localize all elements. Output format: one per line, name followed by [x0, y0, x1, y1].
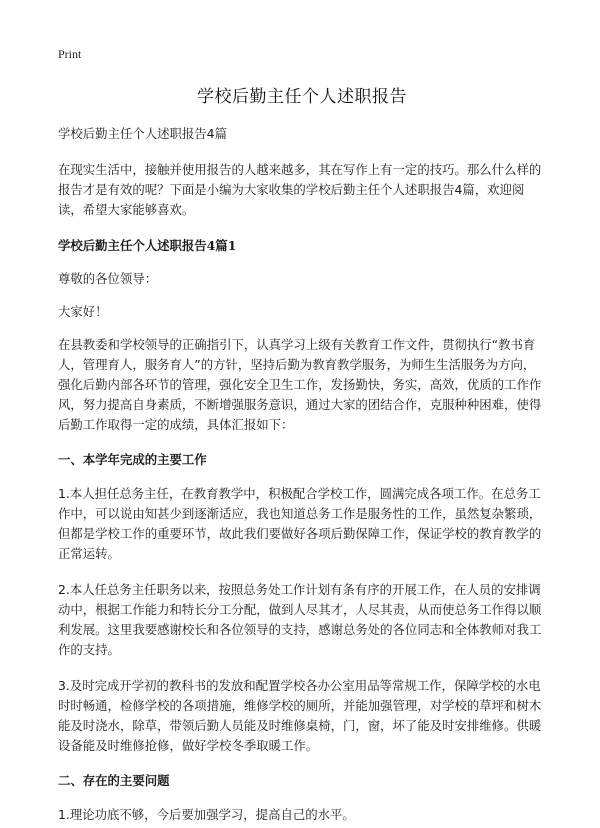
list-item: 3.及时完成开学初的教科书的发放和配置学校各办公室用品等常规工作，保障学校的水电时时畅通，检修学校的各项措施，维修学校的厕所，并能加强管理，对学校的草坪和树木能及时浇水，除草，带领后勤人员能及时维修桌椅，门，窗，坏了能及时安排维修。供暖设备能及时维修抢修，做好学校冬季取暖工作。 [58, 678, 542, 753]
list-item: 1.理论功底不够，今后要加强学习，提高自己的水平。 [58, 807, 355, 822]
document-body [58, 76, 546, 825]
section-heading: 二、存在的主要问题 [58, 773, 170, 788]
hello-line: 大家好！ [58, 304, 108, 319]
list-item: 1.本人担任总务主任，在教育教学中，积极配合学校工作，圆满完成各项工作。在总务工作中，可以说由知甚少到逐渐适应，我也知道总务工作是服务性的工作，虽然复杂繁琐，但都是学校工作的重要环节，故此我们要做好各项后勤保障工作，保证学校的教育教学的正常运转。 [58, 486, 542, 561]
intro-paragraph: 在现实生活中，接触并使用报告的人越来越多，其在写作上有一定的技巧。那么什么样的报告才是有效的呢？下面是小编为大家收集的学校后勤主任个人述职报告4篇，欢迎阅读，希望大家能够喜欢。 [58, 162, 542, 217]
greeting: 尊敬的各位领导： [58, 271, 158, 286]
list-item: 2.本人任总务主任职务以来，按照总务处工作计划有条有序的开展工作，在人员的安排调动中，根据工作能力和特长分工分配，做到人尽其才，人尽其责，从而使总务工作得以顺利发展。这里我要感谢校长和各位领导的支持，感谢总务处的各位同志和全体教师对我工作的支持。 [58, 582, 542, 657]
section-heading: 一、本学年完成的主要工作 [58, 452, 207, 467]
page-title: 学校后勤主任个人述职报告 [197, 87, 407, 107]
print-link[interactable]: Print [58, 47, 82, 61]
article-title: 学校后勤主任个人述职报告4篇1 [58, 238, 237, 253]
document-subtitle: 学校后勤主任个人述职报告4篇 [58, 126, 227, 141]
opening-paragraph: 在县教委和学校领导的正确指引下，认真学习上级有关教育工作文件，贯彻执行“教书育人，管理育人，服务育人”的方针，坚持后勤为教育教学服务，为师生生活服务为方向，强化后勤内部各环节的管理，强化安全卫生工作，发扬勤快，务实，高效，优质的工作作风，努力提高自身素质，不断增强服务意识，通过大家的团结合作，克服种种困难，使得后勤工作取得一定的成绩，具体汇报如下： [58, 337, 542, 432]
